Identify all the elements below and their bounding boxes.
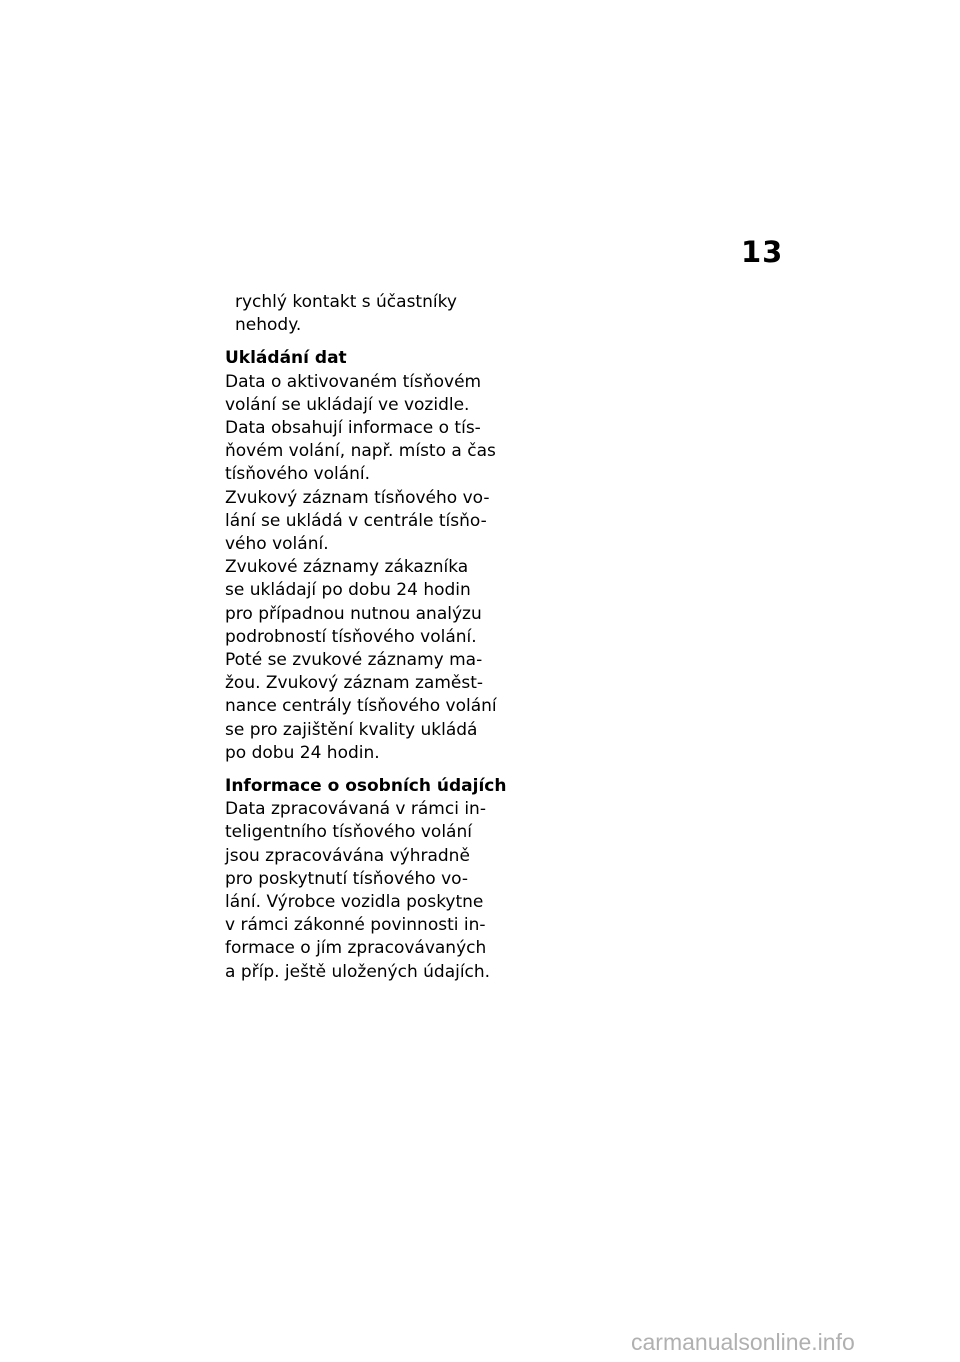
text-line: pro případnou nutnou analýzu <box>225 603 482 624</box>
text-column <box>225 291 507 984</box>
text-line: rychlý kontakt s účastníky <box>235 292 457 312</box>
text-line: se pro zajištění kvality ukládá <box>225 719 478 740</box>
paragraph <box>225 798 500 984</box>
section-data-storage <box>225 347 500 765</box>
text-line: ňovém volání, např. místo a čas <box>225 441 496 462</box>
text-line: v rámci zákonné povinnosti in- <box>225 915 486 936</box>
paragraph <box>225 556 500 765</box>
text-line: podrobností tísňového volání. <box>225 626 477 647</box>
text-line: tísňového volání. <box>225 464 371 485</box>
text-line: pro poskytnutí tísňového vo- <box>225 868 468 889</box>
text-line: po dobu 24 hodin. <box>225 742 380 763</box>
page-number: 13 <box>741 235 784 269</box>
list-item-continuation <box>225 291 500 337</box>
text-line: Data o aktivovaném tísňovém <box>225 371 482 392</box>
text-line: Poté se zvukové záznamy ma- <box>225 650 483 671</box>
paragraph <box>225 417 500 487</box>
watermark: carmanualsonline.info <box>631 1329 855 1355</box>
text-line: lání se ukládá v centrále tísňo- <box>225 510 487 531</box>
spacer <box>225 765 500 775</box>
text-line: Zvukový záznam tísňového vo- <box>225 487 490 508</box>
text-line: lání. Výrobce vozidla poskytne <box>225 892 484 913</box>
text-line: jsou zpracovávána výhradně <box>225 845 470 866</box>
section-personal-data <box>225 775 507 984</box>
text-line: nehody. <box>235 315 302 336</box>
text-line: formace o jím zpracovávaných <box>225 938 487 959</box>
spacer <box>225 337 500 347</box>
text-line: vého volání. <box>225 534 329 555</box>
text-line: žou. Zvukový záznam zaměst- <box>225 673 483 694</box>
text-line: Data zpracovávaná v rámci in- <box>225 799 486 820</box>
text-line: Data obsahují informace o tís- <box>225 418 481 439</box>
text-line: volání se ukládají ve vozidle. <box>225 394 470 415</box>
text-line: se ukládají po dobu 24 hodin <box>225 580 471 601</box>
paragraph <box>225 487 500 557</box>
text-line: Zvukové záznamy zákazníka <box>225 557 469 578</box>
text-line: teligentního tísňového volání <box>225 822 472 843</box>
text-line: a příp. ještě uložených údajích. <box>225 961 491 982</box>
section-heading: Informace o osobních údajích <box>225 776 507 797</box>
paragraph <box>225 371 500 417</box>
text-line: nance centrály tísňového volání <box>225 696 497 717</box>
section-heading: Ukládání dat <box>225 348 347 369</box>
